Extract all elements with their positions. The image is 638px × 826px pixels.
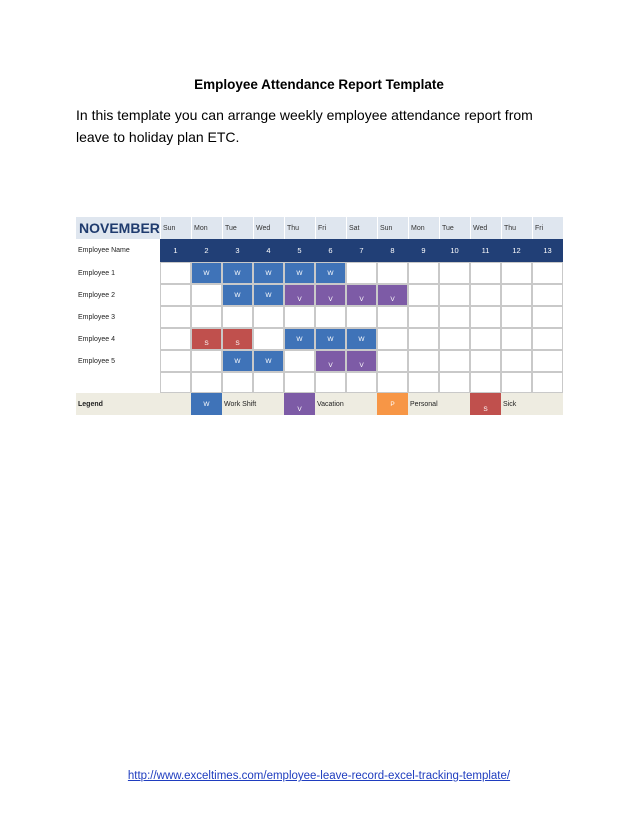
day-name-4: Wed — [253, 217, 284, 239]
attendance-cell[interactable] — [470, 328, 501, 350]
legend-swatch-V: V — [284, 393, 315, 415]
attendance-mark[interactable]: S — [222, 328, 253, 350]
attendance-cell[interactable] — [160, 306, 191, 328]
spacer-cell — [253, 372, 284, 393]
spacer-cell — [346, 372, 377, 393]
spacer-cell — [222, 372, 253, 393]
date-9: 9 — [421, 246, 426, 255]
spacer-cell — [408, 372, 439, 393]
attendance-cell[interactable] — [377, 262, 408, 284]
attendance-cell[interactable] — [408, 262, 439, 284]
legend-title: Legend — [78, 400, 103, 408]
attendance-cell[interactable] — [532, 262, 563, 284]
attendance-cell[interactable] — [284, 306, 315, 328]
attendance-cell[interactable] — [346, 306, 377, 328]
attendance-cell[interactable] — [408, 306, 439, 328]
document-title: Employee Attendance Report Template — [194, 77, 444, 92]
date-2: 2 — [204, 246, 209, 255]
attendance-cell[interactable] — [191, 284, 222, 306]
day-name-13: Fri — [532, 217, 563, 239]
attendance-cell[interactable] — [408, 284, 439, 306]
attendance-cell[interactable] — [439, 262, 470, 284]
employee-name: Employee 4 — [78, 335, 115, 343]
day-name-5: Thu — [284, 217, 315, 239]
attendance-mark[interactable]: W — [315, 328, 346, 350]
attendance-cell[interactable] — [377, 328, 408, 350]
attendance-mark[interactable]: W — [253, 284, 284, 306]
attendance-cell[interactable] — [191, 306, 222, 328]
attendance-cell[interactable] — [191, 350, 222, 372]
spacer-cell — [284, 372, 315, 393]
date-3: 3 — [235, 246, 240, 255]
date-11: 11 — [481, 246, 490, 255]
attendance-mark[interactable]: W — [222, 262, 253, 284]
legend-label: Sick — [503, 400, 517, 408]
attendance-cell[interactable] — [160, 350, 191, 372]
attendance-mark[interactable]: V — [315, 284, 346, 306]
attendance-mark[interactable]: W — [346, 328, 377, 350]
spacer-cell — [439, 372, 470, 393]
day-name-7: Sat — [346, 217, 377, 239]
attendance-cell[interactable] — [439, 350, 470, 372]
intro-paragraph: In this template you can arrange weekly employee attendance report from leave to holiday plan ETC. — [76, 107, 533, 145]
attendance-cell[interactable] — [501, 328, 532, 350]
attendance-mark[interactable]: V — [377, 284, 408, 306]
attendance-mark[interactable]: W — [222, 284, 253, 306]
attendance-mark[interactable]: V — [315, 350, 346, 372]
attendance-cell[interactable] — [439, 284, 470, 306]
attendance-cell[interactable] — [470, 262, 501, 284]
day-name-1: Sun — [160, 217, 191, 239]
attendance-cell[interactable] — [532, 328, 563, 350]
attendance-cell[interactable] — [408, 328, 439, 350]
attendance-cell[interactable] — [222, 306, 253, 328]
date-6: 6 — [328, 246, 333, 255]
date-5: 5 — [297, 246, 302, 255]
day-name-12: Thu — [501, 217, 532, 239]
spacer-cell — [470, 372, 501, 393]
attendance-mark[interactable]: V — [346, 350, 377, 372]
attendance-cell[interactable] — [315, 306, 346, 328]
date-1: 1 — [173, 246, 178, 255]
attendance-mark[interactable]: W — [284, 262, 315, 284]
legend-swatch-W: W — [191, 393, 222, 415]
day-name-10: Tue — [439, 217, 470, 239]
spacer-cell — [501, 372, 532, 393]
attendance-cell[interactable] — [160, 328, 191, 350]
attendance-cell[interactable] — [346, 262, 377, 284]
attendance-cell[interactable] — [501, 306, 532, 328]
attendance-cell[interactable] — [439, 328, 470, 350]
attendance-mark[interactable]: W — [253, 350, 284, 372]
employee-name: Employee 5 — [78, 357, 115, 365]
legend-label: Work Shift — [224, 400, 257, 408]
attendance-cell[interactable] — [377, 306, 408, 328]
attendance-mark[interactable]: W — [191, 262, 222, 284]
spacer-cell — [532, 372, 563, 393]
spacer-cell — [191, 372, 222, 393]
attendance-cell[interactable] — [377, 350, 408, 372]
attendance-cell[interactable] — [160, 284, 191, 306]
attendance-mark[interactable]: W — [253, 262, 284, 284]
day-name-9: Mon — [408, 217, 439, 239]
employee-name: Employee 3 — [78, 313, 115, 321]
month-label: NOVEMBER — [76, 217, 160, 239]
date-13: 13 — [543, 246, 552, 255]
attendance-cell[interactable] — [408, 350, 439, 372]
date-4: 4 — [266, 246, 271, 255]
day-name-6: Fri — [315, 217, 346, 239]
attendance-cell[interactable] — [470, 350, 501, 372]
legend-label: Personal — [410, 400, 438, 408]
employee-name-header: Employee Name — [78, 247, 130, 254]
attendance-cell[interactable] — [532, 306, 563, 328]
source-link[interactable]: http://www.exceltimes.com/employee-leave-record-excel-tracking-template/ — [127, 770, 511, 782]
legend-label: Vacation — [317, 400, 344, 408]
date-7: 7 — [359, 246, 364, 255]
attendance-cell[interactable] — [253, 328, 284, 350]
legend-swatch-S: S — [470, 393, 501, 415]
attendance-mark[interactable]: V — [284, 284, 315, 306]
attendance-cell[interactable] — [439, 306, 470, 328]
spacer-cell — [315, 372, 346, 393]
spacer-cell — [377, 372, 408, 393]
date-12: 12 — [512, 246, 521, 255]
attendance-cell[interactable] — [253, 306, 284, 328]
day-name-8: Sun — [377, 217, 408, 239]
attendance-cell[interactable] — [532, 350, 563, 372]
attendance-cell[interactable] — [501, 262, 532, 284]
attendance-mark[interactable]: W — [284, 328, 315, 350]
employee-name: Employee 2 — [78, 291, 115, 299]
attendance-mark[interactable]: S — [191, 328, 222, 350]
attendance-cell[interactable] — [532, 284, 563, 306]
attendance-cell[interactable] — [501, 350, 532, 372]
legend-swatch-P: P — [377, 393, 408, 415]
spacer-cell — [160, 372, 191, 393]
attendance-cell[interactable] — [284, 350, 315, 372]
attendance-mark[interactable]: W — [315, 262, 346, 284]
employee-name: Employee 1 — [78, 269, 115, 277]
date-8: 8 — [390, 246, 395, 255]
attendance-cell[interactable] — [501, 284, 532, 306]
day-name-2: Mon — [191, 217, 222, 239]
attendance-cell[interactable] — [470, 306, 501, 328]
attendance-cell[interactable] — [470, 284, 501, 306]
day-name-3: Tue — [222, 217, 253, 239]
day-name-11: Wed — [470, 217, 501, 239]
attendance-mark[interactable]: V — [346, 284, 377, 306]
attendance-cell[interactable] — [160, 262, 191, 284]
attendance-mark[interactable]: W — [222, 350, 253, 372]
attendance-calendar-image — [76, 217, 563, 415]
date-10: 10 — [450, 246, 459, 255]
